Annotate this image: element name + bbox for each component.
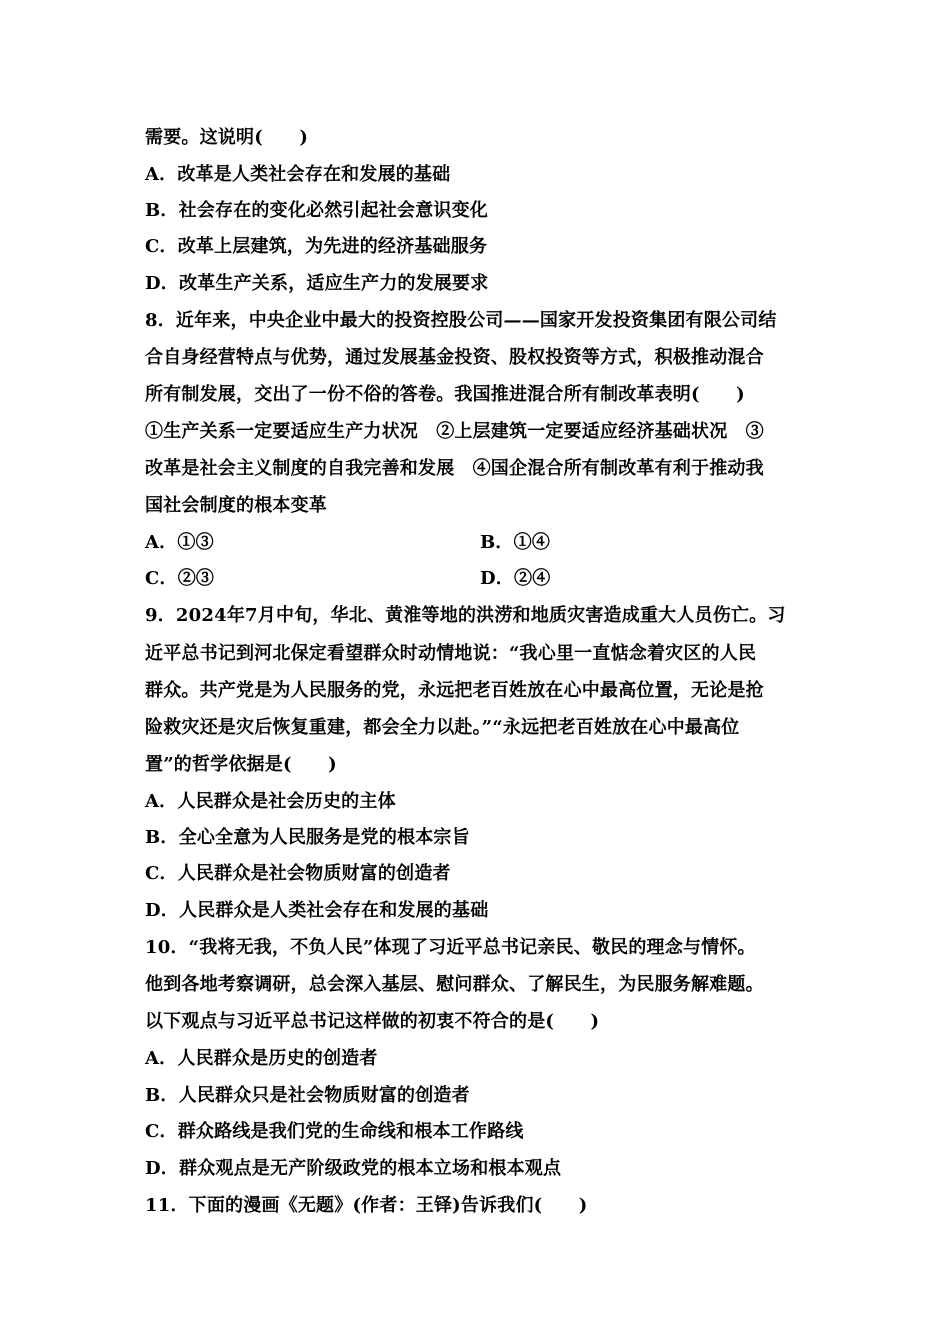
q9-stem-line-5: 置”的哲学依据是( ) <box>145 754 337 775</box>
q8-stem-line-3: 所有制发展，交出了一份不俗的答卷。我国推进混合所有制改革表明( ) <box>145 384 745 405</box>
q9-stem-line-4: 险救灾还是灾后恢复重建，都会全力以赴。”“永远把老百姓放在心中最高位 <box>145 717 740 738</box>
q10-option-a: A．人民群众是历史的创造者 <box>145 1048 378 1069</box>
q8-option-b: B．①④ <box>480 532 551 553</box>
q7-stem-tail: 需要。这说明( ) <box>145 127 309 148</box>
q8-statements-line-1: ①生产关系一定要适应生产力状况 ②上层建筑一定要适应经济基础状况 ③ <box>145 421 764 442</box>
q9-stem-line-3: 群众。共产党是为人民服务的党，永远把老百姓放在心中最高位置，无论是抢 <box>145 680 764 701</box>
q9-option-b: B．全心全意为人民服务是党的根本宗旨 <box>145 827 470 848</box>
q11-stem: 11．下面的漫画《无题》(作者：王铎)告诉我们( ) <box>145 1195 588 1216</box>
q9-option-d: D．人民群众是人类社会存在和发展的基础 <box>145 900 489 921</box>
q7-option-d: D．改革生产关系，适应生产力的发展要求 <box>145 273 489 294</box>
q7-option-a: A．改革是人类社会存在和发展的基础 <box>145 164 451 185</box>
q10-option-d: D．群众观点是无产阶级政党的根本立场和根本观点 <box>145 1158 562 1179</box>
q8-option-a: A．①③ <box>145 532 214 553</box>
q8-statements-line-2: 改革是社会主义制度的自我完善和发展 ④国企混合所有制改革有利于推动我 <box>145 458 764 479</box>
q10-stem-line-1: 10．“我将无我，不负人民”体现了习近平总书记亲民、敬民的理念与情怀。 <box>145 937 756 958</box>
q8-option-d: D．②④ <box>480 568 551 589</box>
q9-stem-line-2: 近平总书记到河北保定看望群众时动情地说：“我心里一直惦念着灾区的人民 <box>145 643 757 664</box>
q10-stem-line-3: 以下观点与习近平总书记这样做的初衷不符合的是( ) <box>145 1011 600 1032</box>
q9-stem-line-1: 9．2024年7月中旬，华北、黄淮等地的洪涝和地质灾害造成重大人员伤亡。习 <box>145 605 786 626</box>
q9-option-c: C．人民群众是社会物质财富的创造者 <box>145 863 451 884</box>
q8-option-c: C．②③ <box>145 568 215 589</box>
q8-stem-line-2: 合自身经营特点与优势，通过发展基金投资、股权投资等方式，积极推动混合 <box>145 347 764 368</box>
q10-option-c: C．群众路线是我们党的生命线和根本工作路线 <box>145 1121 524 1142</box>
q7-option-b: B．社会存在的变化必然引起社会意识变化 <box>145 200 489 221</box>
q10-option-b: B．人民群众只是社会物质财富的创造者 <box>145 1085 470 1106</box>
q10-stem-line-2: 他到各地考察调研，总会深入基层、慰问群众、了解民生，为民服务解难题。 <box>145 974 764 995</box>
q7-option-c: C．改革上层建筑，为先进的经济基础服务 <box>145 236 488 257</box>
q8-stem-line-1: 8．近年来，中央企业中最大的投资控股公司——国家开发投资集团有限公司结 <box>145 310 777 331</box>
q8-statements-line-3: 国社会制度的根本变革 <box>145 495 327 516</box>
q9-option-a: A．人民群众是社会历史的主体 <box>145 791 396 812</box>
